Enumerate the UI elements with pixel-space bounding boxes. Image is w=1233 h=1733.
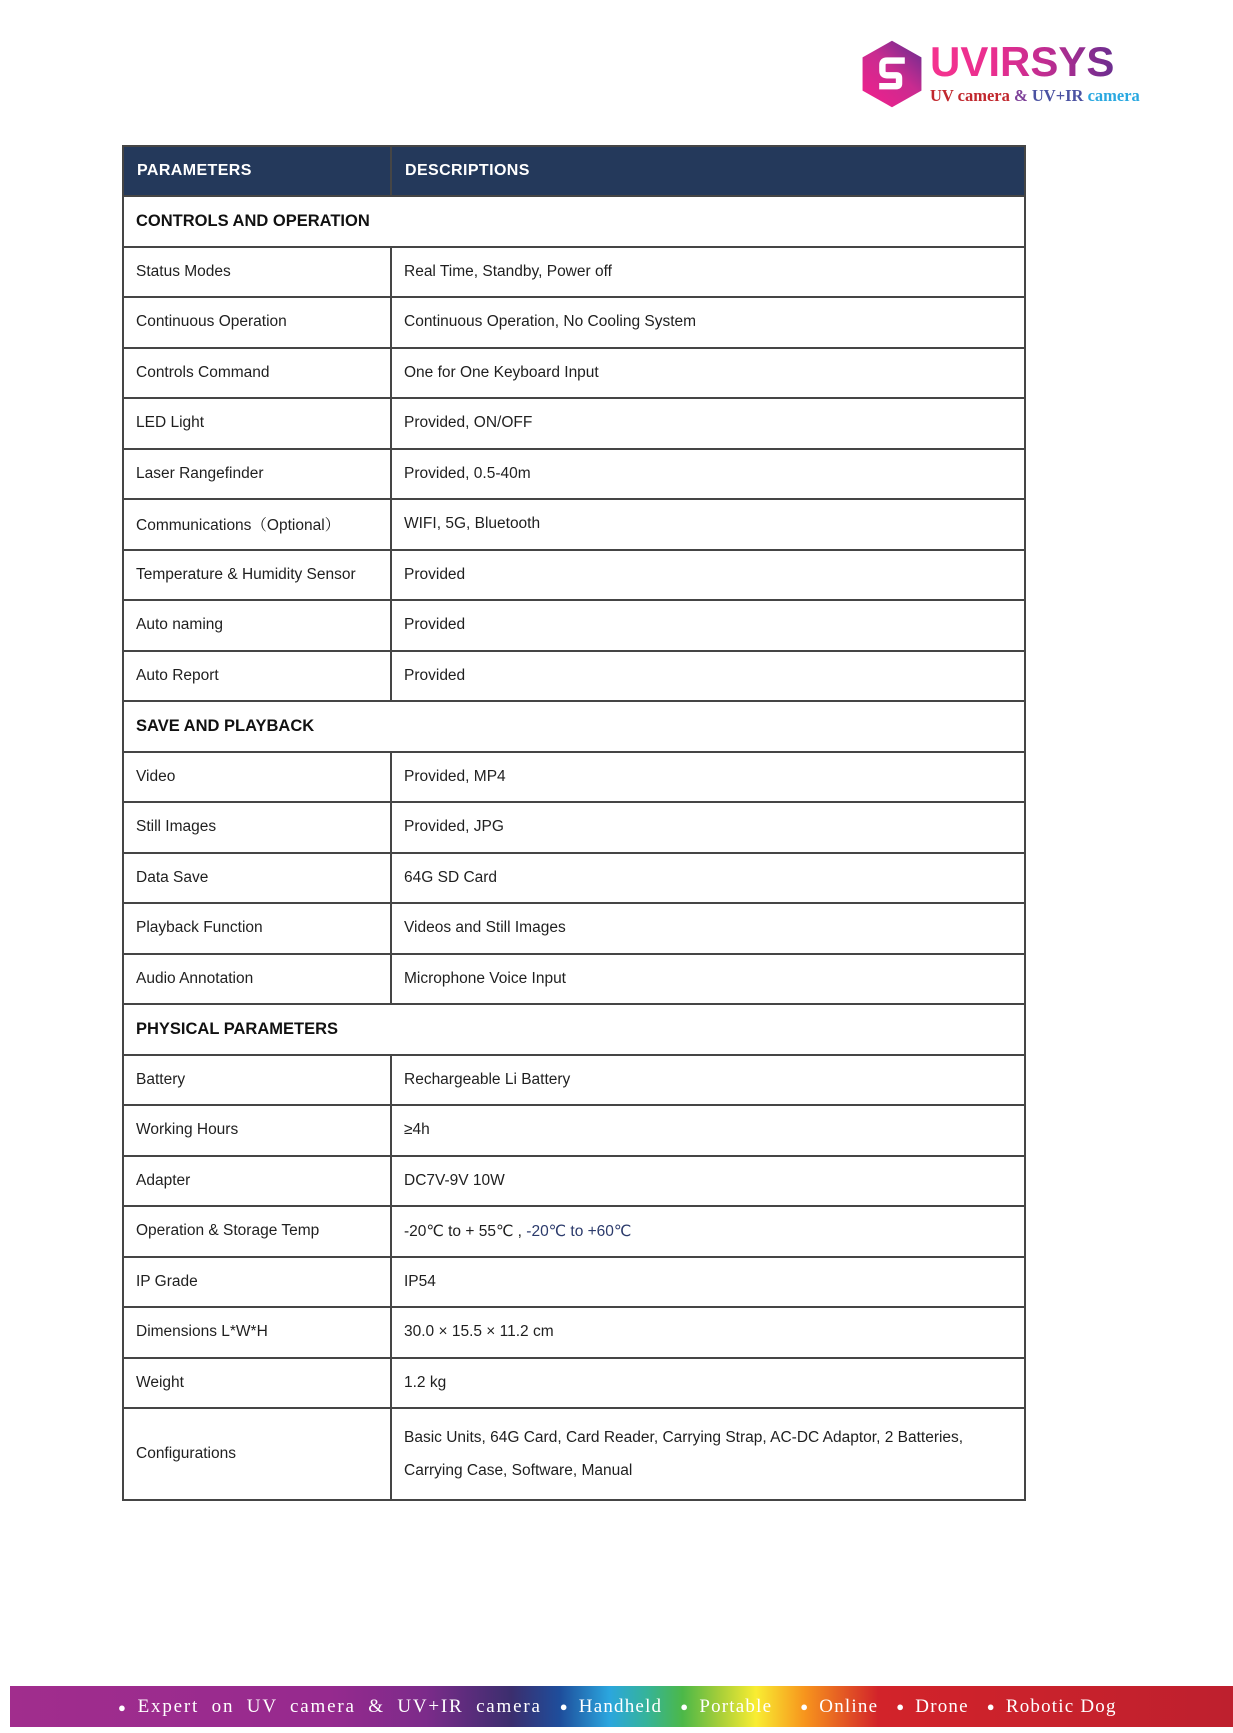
value-cell: Videos and Still Images bbox=[391, 903, 1025, 954]
param-cell: Controls Command bbox=[123, 348, 391, 399]
param-cell: Weight bbox=[123, 1358, 391, 1409]
section-row-controls bbox=[123, 196, 1025, 247]
value-cell: ≥4h bbox=[391, 1105, 1025, 1156]
temp-range-primary: -20℃ to + 55℃ , bbox=[404, 1222, 527, 1240]
footer-item-label: Robotic Dog bbox=[1005, 1695, 1117, 1717]
value-cell: WIFI, 5G, Bluetooth bbox=[391, 499, 1025, 550]
table-row bbox=[123, 752, 1025, 803]
table-header-row bbox=[123, 146, 1025, 196]
table-row bbox=[123, 297, 1025, 348]
value-cell: One for One Keyboard Input bbox=[391, 348, 1025, 399]
value-cell bbox=[391, 1206, 1025, 1257]
param-cell: Laser Rangefinder bbox=[123, 449, 391, 500]
param-cell: Dimensions L*W*H bbox=[123, 1307, 391, 1358]
table-row bbox=[123, 398, 1025, 449]
table-row bbox=[123, 651, 1025, 702]
bullet-icon: ● bbox=[118, 1699, 128, 1715]
section-title: SAVE AND PLAYBACK bbox=[123, 701, 1025, 752]
param-cell: Playback Function bbox=[123, 903, 391, 954]
param-cell: Status Modes bbox=[123, 247, 391, 298]
column-header-descriptions: DESCRIPTIONS bbox=[391, 146, 1025, 196]
value-cell: Real Time, Standby, Power off bbox=[391, 247, 1025, 298]
brand-tagline bbox=[930, 86, 1140, 106]
table-row bbox=[123, 449, 1025, 500]
temp-range-secondary: -20℃ to +60℃ bbox=[526, 1222, 632, 1240]
brand-wordmark: UVIRSYS bbox=[930, 41, 1140, 83]
spec-table bbox=[122, 145, 1026, 1501]
footer-item-portable bbox=[680, 1696, 772, 1718]
value-cell: IP54 bbox=[391, 1257, 1025, 1308]
footer-item-drone bbox=[896, 1696, 969, 1718]
footer-product-types bbox=[542, 1696, 1117, 1718]
param-cell: IP Grade bbox=[123, 1257, 391, 1308]
bullet-icon: ● bbox=[800, 1699, 810, 1714]
table-row bbox=[123, 1408, 1025, 1500]
param-cell: Adapter bbox=[123, 1156, 391, 1207]
param-cell: Configurations bbox=[123, 1408, 391, 1500]
table-row bbox=[123, 903, 1025, 954]
section-title: CONTROLS AND OPERATION bbox=[123, 196, 1025, 247]
bullet-icon: ● bbox=[559, 1699, 569, 1714]
value-cell: 30.0 × 15.5 × 11.2 cm bbox=[391, 1307, 1025, 1358]
bullet-icon: ● bbox=[896, 1699, 906, 1714]
table-row bbox=[123, 1358, 1025, 1409]
footer-item-robotic-dog bbox=[987, 1696, 1117, 1718]
table-row bbox=[123, 348, 1025, 399]
value-cell: Microphone Voice Input bbox=[391, 954, 1025, 1005]
table-row bbox=[123, 550, 1025, 601]
param-cell: Video bbox=[123, 752, 391, 803]
param-cell: Continuous Operation bbox=[123, 297, 391, 348]
value-cell: Provided bbox=[391, 651, 1025, 702]
param-cell: LED Light bbox=[123, 398, 391, 449]
footer-item-label: Drone bbox=[915, 1695, 969, 1717]
table-row bbox=[123, 1055, 1025, 1106]
table-row bbox=[123, 954, 1025, 1005]
table-row bbox=[123, 1257, 1025, 1308]
footer-banner bbox=[10, 1686, 1233, 1727]
value-cell: Basic Units, 64G Card, Card Reader, Carrying Strap, AC-DC Adaptor, 2 Batteries, Carrying Case, Software, Manual bbox=[391, 1408, 1025, 1500]
footer-item-online bbox=[800, 1696, 878, 1718]
tagline-part-uvir: UV+IR bbox=[1031, 85, 1088, 105]
footer-item-label: Handheld bbox=[578, 1695, 663, 1717]
table-row bbox=[123, 853, 1025, 904]
param-cell: Battery bbox=[123, 1055, 391, 1106]
param-cell: Working Hours bbox=[123, 1105, 391, 1156]
value-cell: Rechargeable Li Battery bbox=[391, 1055, 1025, 1106]
param-cell: Auto naming bbox=[123, 600, 391, 651]
section-title: PHYSICAL PARAMETERS bbox=[123, 1004, 1025, 1055]
value-cell: 64G SD Card bbox=[391, 853, 1025, 904]
section-row-save-playback bbox=[123, 701, 1025, 752]
param-cell: Temperature & Humidity Sensor bbox=[123, 550, 391, 601]
value-cell: Provided, MP4 bbox=[391, 752, 1025, 803]
value-cell: 1.2 kg bbox=[391, 1358, 1025, 1409]
param-cell: Operation & Storage Temp bbox=[123, 1206, 391, 1257]
value-cell: Provided, 0.5-40m bbox=[391, 449, 1025, 500]
brand-logo bbox=[860, 36, 1140, 110]
param-cell: Communications（Optional） bbox=[123, 499, 391, 550]
value-cell: Provided bbox=[391, 550, 1025, 601]
value-cell: DC7V-9V 10W bbox=[391, 1156, 1025, 1207]
footer-slogan bbox=[118, 1696, 542, 1718]
hexagon-s-logo-icon bbox=[860, 38, 924, 110]
bullet-icon: ● bbox=[680, 1699, 690, 1714]
table-row bbox=[123, 600, 1025, 651]
footer-slogan-text: Expert on UV camera & UV+IR camera bbox=[137, 1695, 542, 1717]
column-header-parameters: PARAMETERS bbox=[123, 146, 391, 196]
table-row bbox=[123, 1307, 1025, 1358]
param-cell: Audio Annotation bbox=[123, 954, 391, 1005]
value-cell: Continuous Operation, No Cooling System bbox=[391, 297, 1025, 348]
value-cell: Provided, JPG bbox=[391, 802, 1025, 853]
value-cell: Provided, ON/OFF bbox=[391, 398, 1025, 449]
tagline-part-amp: & bbox=[1014, 85, 1032, 105]
tagline-part-camera: camera bbox=[1087, 85, 1140, 105]
footer-item-label: Portable bbox=[699, 1695, 773, 1717]
table-row bbox=[123, 1156, 1025, 1207]
value-cell: Provided bbox=[391, 600, 1025, 651]
table-row bbox=[123, 499, 1025, 550]
param-cell: Auto Report bbox=[123, 651, 391, 702]
table-row bbox=[123, 1206, 1025, 1257]
param-cell: Still Images bbox=[123, 802, 391, 853]
section-row-physical bbox=[123, 1004, 1025, 1055]
bullet-icon: ● bbox=[986, 1699, 996, 1714]
table-row bbox=[123, 1105, 1025, 1156]
footer-item-handheld bbox=[560, 1696, 663, 1718]
logo-text bbox=[930, 37, 1140, 106]
tagline-part-red: UV camera bbox=[930, 85, 1014, 105]
footer-item-label: Online bbox=[819, 1695, 879, 1717]
param-cell: Data Save bbox=[123, 853, 391, 904]
table-row bbox=[123, 802, 1025, 853]
table-row bbox=[123, 247, 1025, 298]
